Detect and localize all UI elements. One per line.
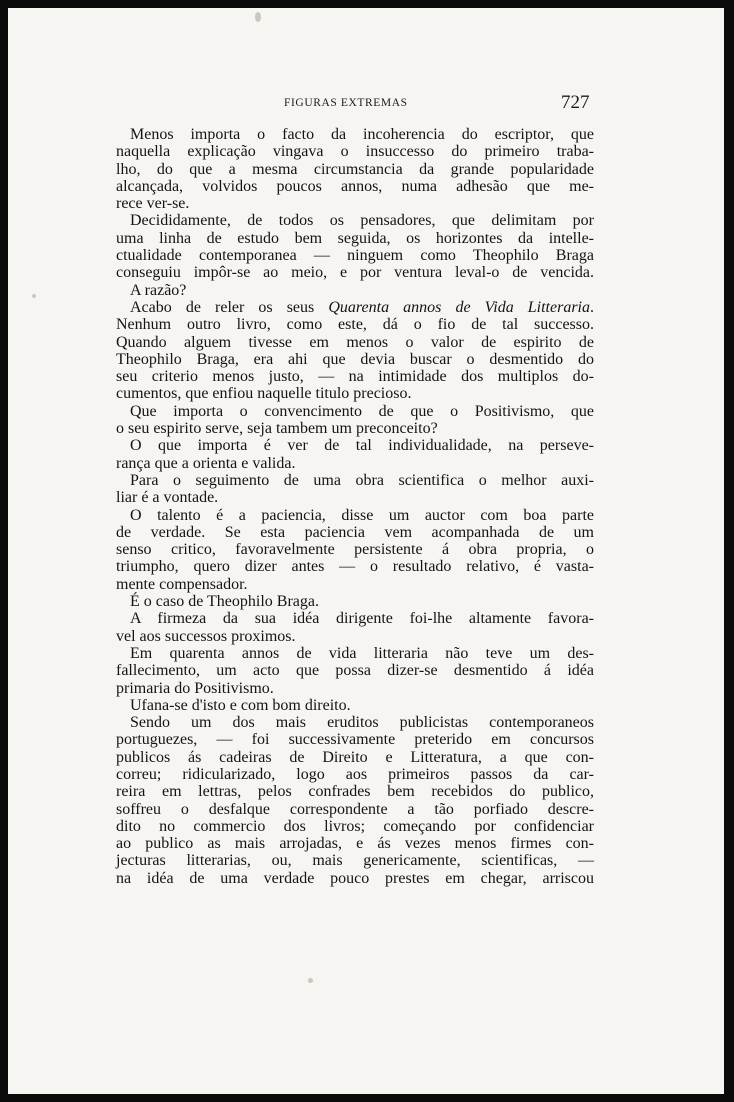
- text-line: Sendo um dos mais eruditos publicistas contemporaneos: [130, 714, 594, 732]
- text-line: O talento é a paciencia, disse um auctor com boa parte: [130, 506, 594, 524]
- text-line: cumentos, que enfiou naquelle titulo precioso.: [116, 385, 412, 403]
- book-page: [8, 8, 724, 1094]
- text-line: correu; ridicularizado, logo aos primeiros passos da car-: [116, 765, 594, 783]
- text-line: Ufana-se d'isto e com bom direito.: [130, 696, 351, 714]
- text-line: senso critico, favoravelmente persistente á obra propria, o: [116, 541, 594, 559]
- text-line: rece ver-se.: [116, 195, 190, 213]
- body-text: [116, 126, 594, 887]
- text-line: na idéa de uma verdade pouco prestes em chegar, arriscou: [116, 869, 594, 887]
- paper-speck: [32, 294, 36, 298]
- text-line: seu criterio menos justo, — na intimidade dos multiplos do-: [116, 368, 594, 386]
- text-line: A razão?: [130, 281, 187, 299]
- text-line: Para o seguimento de uma obra scientifica o melhor auxi-: [130, 471, 594, 489]
- text-run: .: [590, 298, 595, 316]
- paper-speck: [308, 978, 313, 983]
- text-line: lho, do que a mesma circumstancia da grande popularidade: [116, 160, 594, 178]
- text-line: É o caso de Theophilo Braga.: [130, 593, 319, 611]
- text-line: de verdade. Se esta paciencia vem acompanhada de um: [116, 523, 594, 541]
- text-line: mente compensador.: [116, 575, 248, 593]
- text-line: vel aos successos proximos.: [116, 627, 296, 645]
- text-line: [116, 299, 594, 316]
- paper-speck: [255, 12, 261, 22]
- text-line: o seu espirito serve, seja tambem um preconceito?: [116, 420, 438, 438]
- text-line: A firmeza da sua idéa dirigente foi-lhe altamente favora-: [130, 610, 594, 628]
- page-header: [8, 92, 724, 116]
- text-line: ctualidade contemporanea — ninguem como Theophilo Braga: [116, 247, 594, 265]
- text-line: Que importa o convencimento de que o Positivismo, que: [130, 402, 594, 420]
- page-number: 727: [561, 92, 590, 113]
- text-line: alcançada, volvidos poucos annos, numa adhesão que me-: [116, 177, 594, 195]
- book-title: Quarenta annos de Vida Litteraria: [328, 298, 591, 316]
- running-title: FIGURAS EXTREMAS: [284, 97, 408, 109]
- text-line: jecturas litterarias, ou, mais genericamente, scientificas, —: [116, 852, 594, 870]
- text-run: Acabo de reler os seus: [130, 298, 329, 316]
- text-line: dito no commercio dos livros; começando por confidenciar: [116, 817, 594, 835]
- text-line: Quando alguem tivesse em menos o valor de espirito de: [116, 333, 594, 351]
- text-line: soffreu o desfalque correspondente a tão porfiado descre-: [116, 800, 594, 818]
- text-line: Decididamente, de todos os pensadores, que delimitam por: [130, 212, 594, 230]
- text-line: Theophilo Braga, era ahi que devia buscar o desmentido do: [116, 350, 594, 368]
- text-line: ao publico as mais arrojadas, e ás vezes menos firmes con-: [116, 835, 594, 853]
- text-line: reira em lettras, pelos confrades bem recebidos do publico,: [116, 783, 594, 801]
- text-line: Em quarenta annos de vida litteraria não teve um des-: [130, 644, 594, 662]
- text-line: Menos importa o facto da incoherencia do escriptor, que: [130, 126, 594, 143]
- text-line: rança que a orienta e valida.: [116, 454, 296, 472]
- text-line: Nenhum outro livro, como este, dá o fio de tal successo.: [116, 316, 594, 334]
- text-line: conseguiu impôr-se ao meio, e por ventura leval-o de vencida.: [116, 264, 594, 282]
- text-line: primaria do Positivismo.: [116, 679, 274, 697]
- text-line: naquella explicação vingava o insuccesso do primeiro traba-: [116, 143, 594, 161]
- text-line: fallecimento, um acto que possa dizer-se desmentido á idéa: [116, 662, 594, 680]
- text-line: portuguezes, — foi successivamente preterido em concursos: [116, 731, 594, 749]
- text-line: liar é a vontade.: [116, 489, 219, 507]
- text-line: triumpho, quero dizer antes — o resultado relativo, é vasta-: [116, 558, 594, 576]
- text-line: uma linha de estudo bem seguida, os horizontes da intelle-: [116, 229, 594, 247]
- text-line: O que importa é ver de tal individualidade, na perseve-: [130, 437, 594, 455]
- text-line: publicos ás cadeiras de Direito e Litteratura, a que con-: [116, 748, 594, 766]
